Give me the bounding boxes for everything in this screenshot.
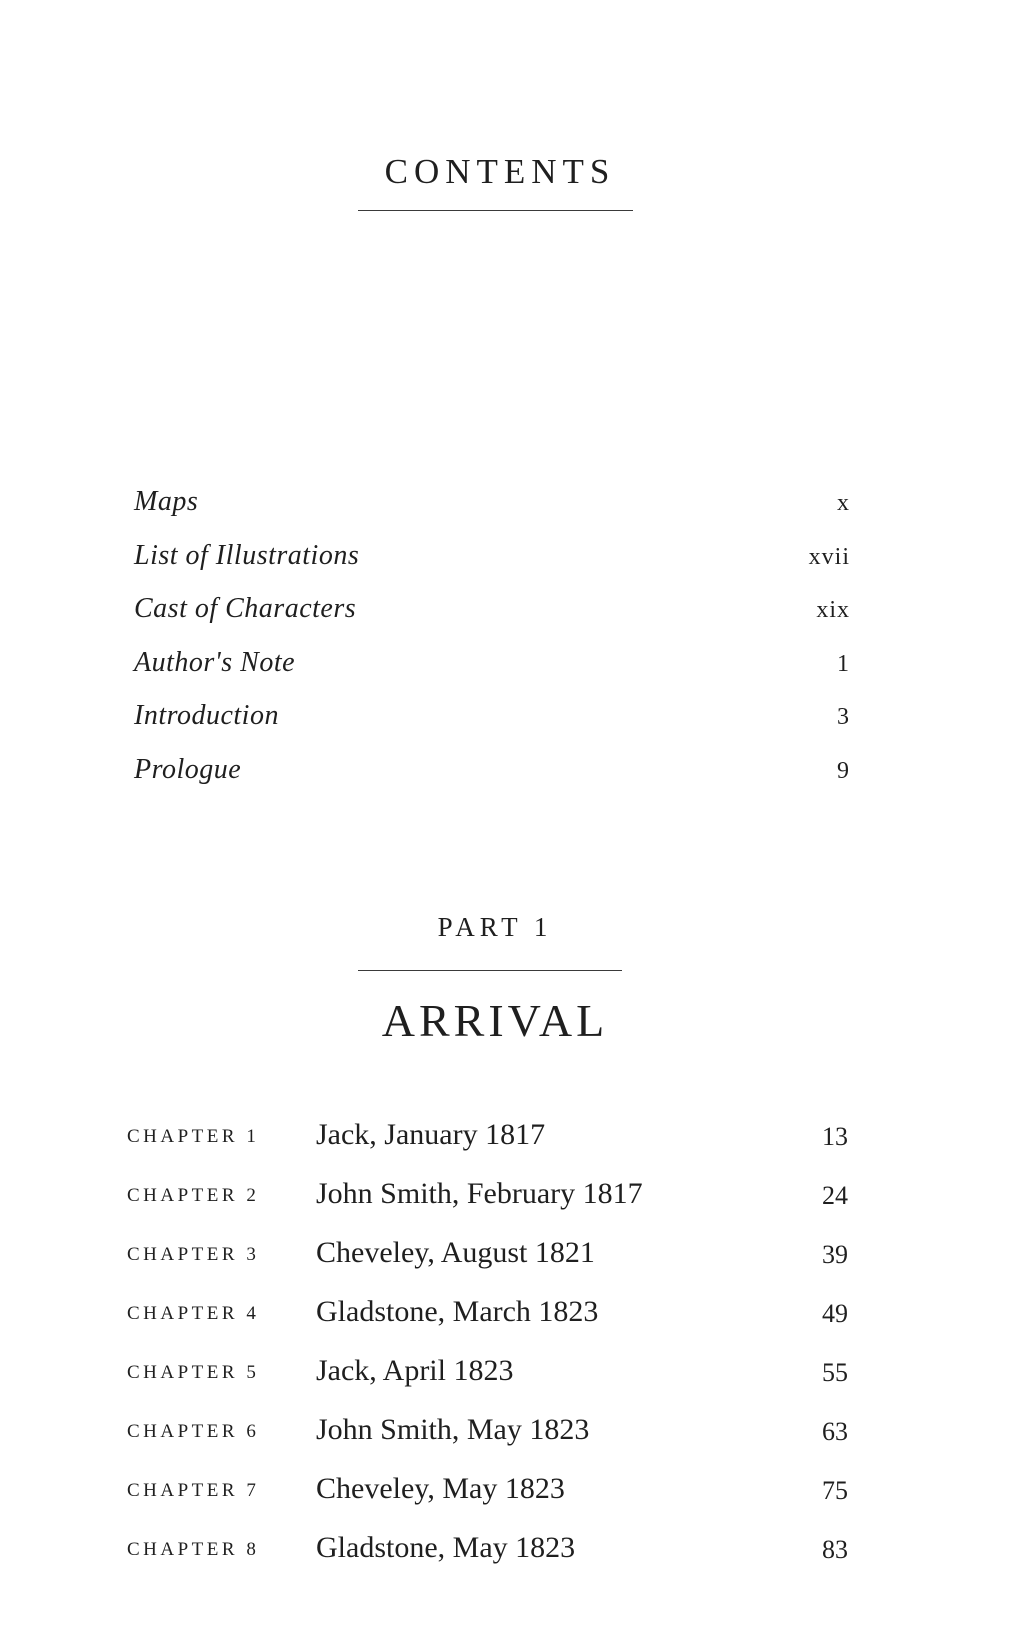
toc-entry-page: x <box>837 490 850 516</box>
toc-entry-title: Prologue <box>134 753 242 785</box>
toc-entry-title: Introduction <box>134 700 279 732</box>
chapter-entry-8[interactable] <box>0 1531 1012 1590</box>
toc-entry-introduction[interactable] <box>0 700 1012 754</box>
toc-entry-page: 1 <box>837 650 850 677</box>
chapter-label: CHAPTER 3 <box>127 1244 260 1265</box>
chapter-title: Cheveley, August 1821 <box>316 1236 595 1269</box>
chapter-title: Gladstone, May 1823 <box>316 1531 576 1564</box>
chapter-page: 63 <box>822 1417 848 1446</box>
toc-entry-page: xvii <box>808 543 850 570</box>
chapter-title: John Smith, May 1823 <box>316 1413 590 1446</box>
part-title: ARRIVAL <box>381 995 609 1046</box>
toc-entry-prologue[interactable] <box>0 754 1012 808</box>
chapter-title: Jack, April 1823 <box>316 1354 514 1387</box>
chapter-title: Gladstone, March 1823 <box>316 1295 599 1328</box>
toc-entry-title: Maps <box>134 486 199 517</box>
chapter-page: 75 <box>822 1476 848 1505</box>
chapter-list <box>0 1118 1012 1590</box>
chapter-title: Cheveley, May 1823 <box>316 1472 565 1505</box>
chapter-label: CHAPTER 8 <box>127 1539 260 1560</box>
chapter-page: 24 <box>822 1181 848 1210</box>
chapter-page: 83 <box>822 1535 848 1564</box>
chapter-entry-5[interactable] <box>0 1354 1012 1413</box>
chapter-entry-6[interactable] <box>0 1413 1012 1472</box>
chapter-entry-1[interactable] <box>0 1118 1012 1177</box>
chapter-entry-3[interactable] <box>0 1236 1012 1295</box>
toc-entry-cast-of-characters[interactable] <box>0 593 1012 647</box>
toc-entry-list-of-illustrations[interactable] <box>0 540 1012 594</box>
toc-entry-page: xix <box>816 597 850 624</box>
chapter-page: 39 <box>822 1240 848 1269</box>
chapter-label: CHAPTER 4 <box>127 1303 260 1324</box>
toc-entry-page: 9 <box>837 757 850 784</box>
toc-entry-authors-note[interactable] <box>0 647 1012 701</box>
chapter-title: John Smith, February 1817 <box>316 1177 643 1210</box>
chapter-entry-2[interactable] <box>0 1177 1012 1236</box>
title-divider <box>358 210 633 211</box>
toc-entry-maps[interactable] <box>0 486 1012 540</box>
chapter-page: 13 <box>822 1122 848 1151</box>
chapter-entry-4[interactable] <box>0 1295 1012 1354</box>
toc-entry-page: 3 <box>837 704 850 731</box>
chapter-page: 55 <box>822 1358 848 1387</box>
chapter-label: CHAPTER 7 <box>127 1480 260 1501</box>
chapter-label: CHAPTER 5 <box>127 1362 260 1383</box>
toc-entry-title: Author's Note <box>134 646 296 678</box>
chapter-label: CHAPTER 6 <box>127 1421 260 1442</box>
chapter-entry-7[interactable] <box>0 1472 1012 1531</box>
part-divider <box>358 970 622 971</box>
part-label: PART 1 <box>437 912 553 942</box>
toc-entry-title: Cast of Characters <box>134 593 357 625</box>
page-title: CONTENTS <box>384 152 616 191</box>
chapter-label: CHAPTER 2 <box>127 1185 260 1206</box>
chapter-page: 49 <box>822 1299 848 1328</box>
front-matter-list <box>0 486 1012 808</box>
toc-entry-title: List of Illustrations <box>134 539 360 571</box>
chapter-label: CHAPTER 1 <box>127 1126 260 1147</box>
chapter-title: Jack, January 1817 <box>316 1118 546 1151</box>
